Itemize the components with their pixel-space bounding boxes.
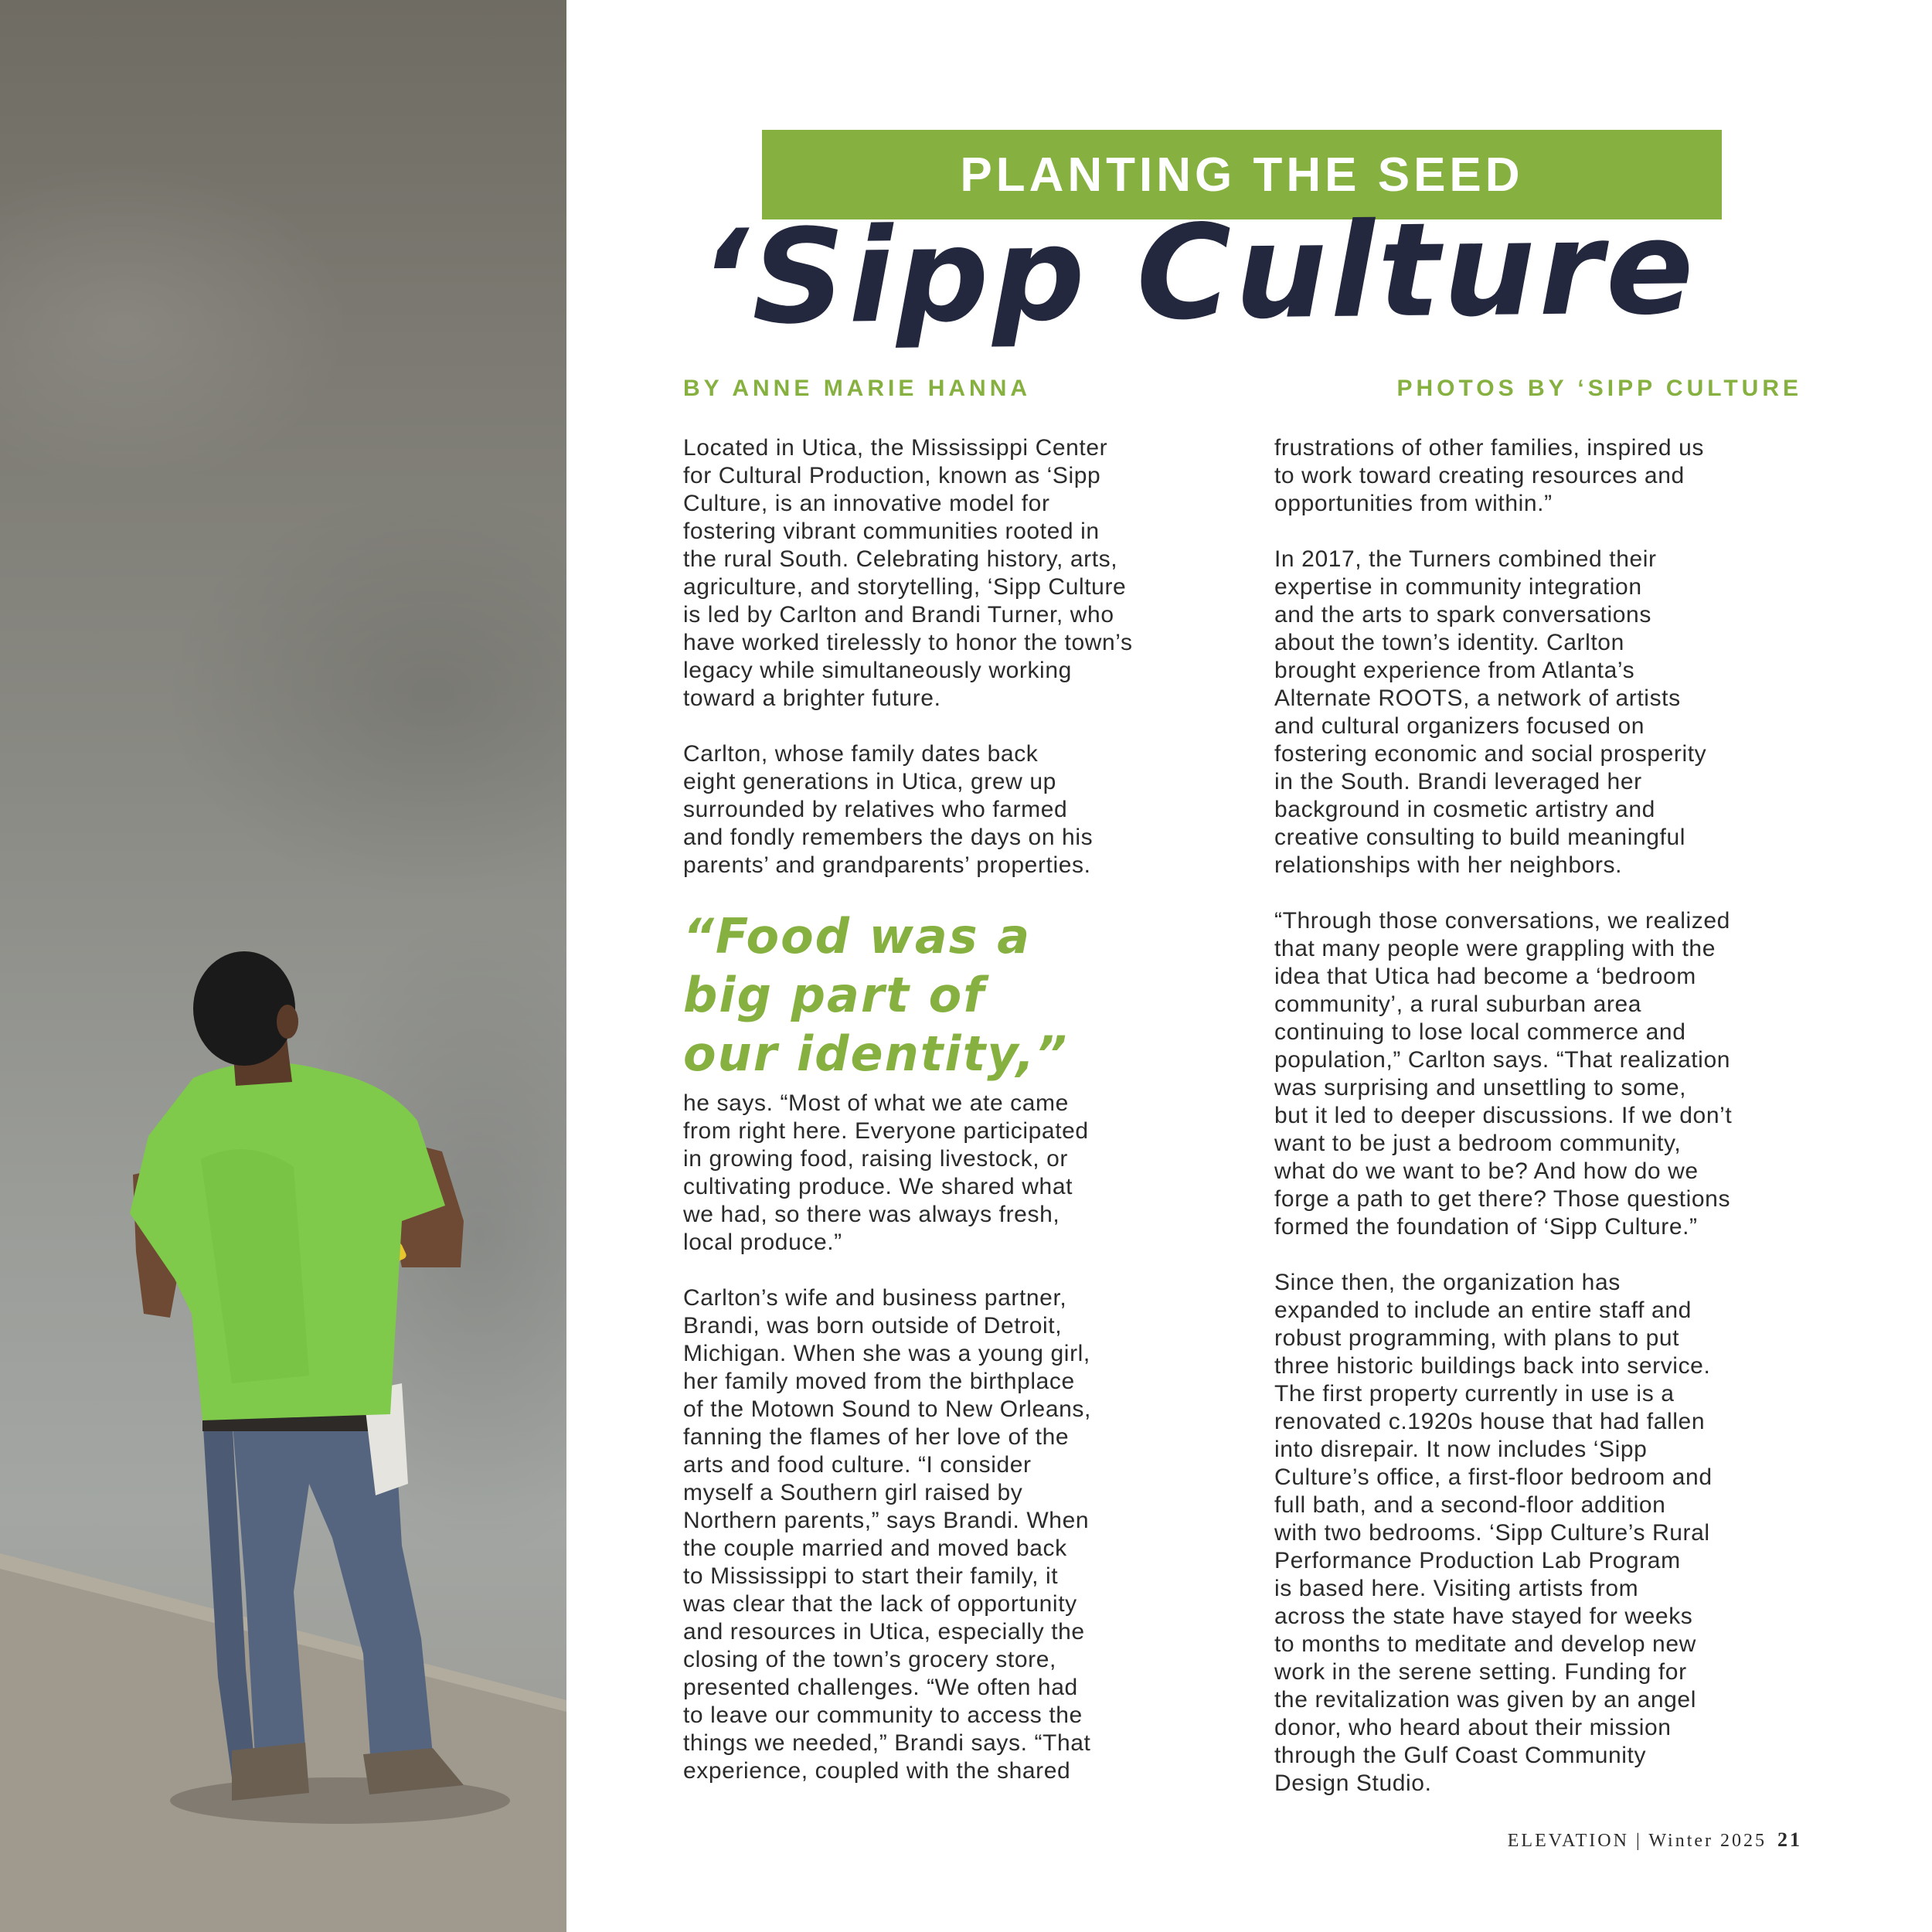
pull-quote: “Food was a big part of our identity,” <box>683 908 1069 1082</box>
photo-head <box>193 951 295 1066</box>
kicker-text: PLANTING THE SEED <box>960 148 1524 202</box>
paragraph: he says. “Most of what we ate came from right here. Everyone participated in growing food, raising livestock, or cultivating produce. We shared what we had, so there was always fresh, local produce.” <box>683 1090 1089 1255</box>
paragraph: Carlton, whose family dates back eight generations in Utica, grew up surrounded by relatives who farmed and fondly remembers the days on his parents’ and grandparents’ properties. <box>683 741 1094 878</box>
photo-ear <box>277 1005 298 1039</box>
page-number: 21 <box>1777 1828 1802 1851</box>
paragraph: In 2017, the Turners combined their expertise in community integration and the arts to spark conversations about the town’s identity. Carlton brought experience from Atlanta’s Alternate ROOTS, a network of artists and cultural organizers focused on fostering economic and social prosperity in the South. Brandi leveraged her background in cosmetic artistry and creative consulting to build meaningful relationships with her neighbors. <box>1274 546 1707 878</box>
paragraph: Since then, the organization has expanded to include an entire staff and robust programming, with plans to put three historic buildings back into service. The first property currently in use is a renovated c.1920s house that had fallen into disrepair. It now includes ‘Sipp Culture’s office, a first-floor bedroom and full bath, and a second-floor addition with two bedrooms. ‘Sipp Culture’s Rural Performance Production Lab Program is based here. Visiting artists from across the state have stayed for weeks to months to meditate and develop new work in the serene setting. Funding for the revitalization was given by an angel donor, who heard about their mission through the Gulf Coast Community Design Studio. <box>1274 1270 1713 1796</box>
photo-illustration <box>0 0 566 1932</box>
photo-credit: PHOTOS BY ‘SIPP CULTURE <box>1396 376 1802 401</box>
paragraph: Carlton’s wife and business partner, Brandi, was born outside of Detroit, Michigan. When she was a young girl, her family moved from the birthplace of the Motown Sound to New Orleans, fanning the flames of her love of the arts and food culture. “I consider myself a Southern girl raised by Northern parents,” says Brandi. When the couple married and moved back to Mississippi to start their family, it was clear that the lack of opportunity and resources in Utica, especially the closing of the town’s grocery store, presented challenges. “We often had to leave our community to access the things we needed,” Brandi says. “That experience, coupled with the shared <box>683 1285 1091 1784</box>
left-column <box>683 434 1224 1813</box>
photo-left-boot <box>232 1743 309 1801</box>
paragraph: Located in Utica, the Mississippi Center for Cultural Production, known as ‘Sipp Culture, is an innovative model for fostering vibrant communities rooted in the rural South. Celebrating history, arts, agriculture, and storytelling, ‘Sipp Culture is led by Carlton and Brandi Turner, who have worked tirelessly to honor the town’s legacy while simultaneously working toward a brighter future. <box>683 435 1133 711</box>
feature-photo <box>0 0 566 1932</box>
right-column <box>1274 434 1815 1825</box>
publication-name: ELEVATION | Winter 2025 <box>1507 1831 1767 1851</box>
paragraph: frustrations of other families, inspired us to work toward creating resources and opportunities from within.” <box>1274 435 1705 516</box>
article-title: ‘Sipp Culture <box>699 192 1698 354</box>
page-footer <box>1508 1828 1802 1852</box>
byline: BY ANNE MARIE HANNA <box>683 376 1032 401</box>
paragraph: “Through those conversations, we realized that many people were grappling with the idea that Utica had become a ‘bedroom community’, a rural suburban area continuing to lose local commerce and population,” Carlton says. “That realization was surprising and unsettling to some, but it led to deeper discussions. If we don’t want to be just a bedroom community, what do we want to be? And how do we forge a path to get there? Those questions formed the foundation of ‘Sipp Culture.” <box>1274 908 1733 1240</box>
